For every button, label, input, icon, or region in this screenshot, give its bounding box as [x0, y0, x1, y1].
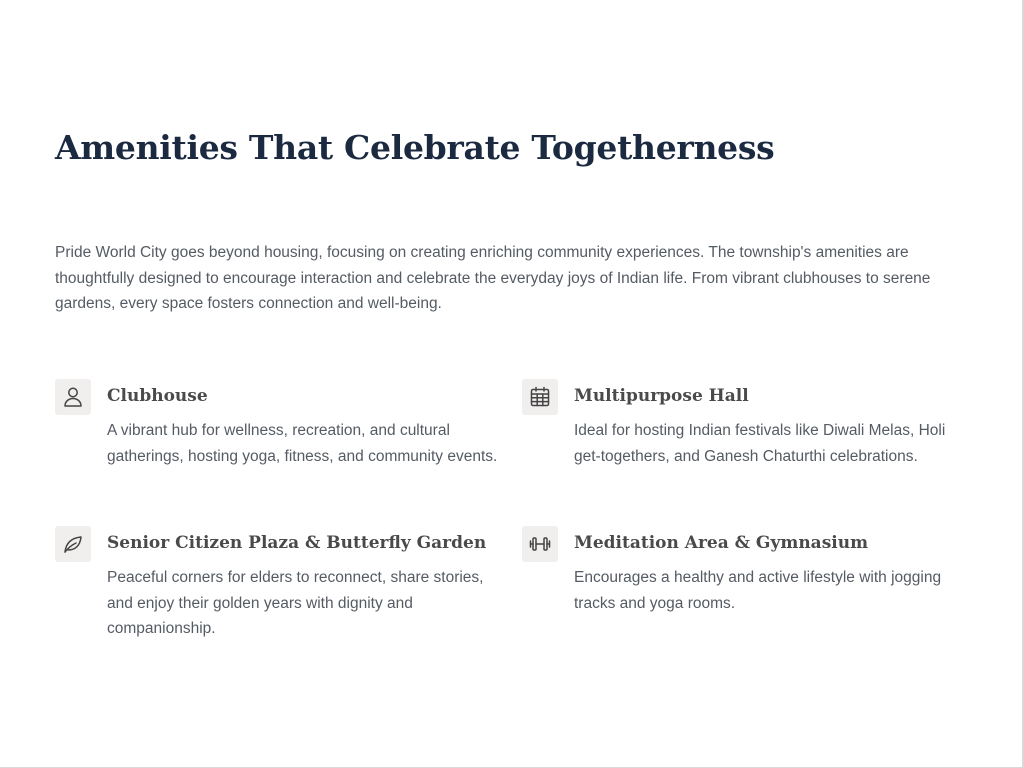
amenity-description: A vibrant hub for wellness, recreation, and cultural gatherings, hosting yoga, fitness, and community events.	[107, 422, 498, 465]
leaf-icon	[55, 526, 91, 562]
person-icon	[55, 379, 91, 415]
amenity-title: Multipurpose Hall	[574, 386, 749, 406]
dumbbell-icon	[522, 526, 558, 562]
section-title: Amenities That Celebrate Togetherness	[55, 128, 775, 167]
amenity-description: Ideal for hosting Indian festivals like Diwali Melas, Holi get-togethers, and Ganesh Chaturthi celebrations.	[574, 422, 946, 465]
amenity-title: Senior Citizen Plaza & Butterfly Garden	[107, 533, 487, 553]
amenity-description: Encourages a healthy and active lifestyle with jogging tracks and yoga rooms.	[574, 569, 942, 612]
section-intro: Pride World City goes beyond housing, focusing on creating enriching community experiences. The township's amenities are thoughtfully designed to encourage interaction and celebrate the everyday joys of Indian life. From vibrant clubhouses to serene gardens, every space fosters connection and well-being.	[55, 244, 931, 312]
calendar-icon	[522, 379, 558, 415]
amenity-title: Meditation Area & Gymnasium	[574, 533, 869, 553]
amenity-title: Clubhouse	[107, 386, 208, 406]
amenity-description: Peaceful corners for elders to reconnect, share stories, and enjoy their golden years with dignity and companionship.	[107, 569, 484, 637]
